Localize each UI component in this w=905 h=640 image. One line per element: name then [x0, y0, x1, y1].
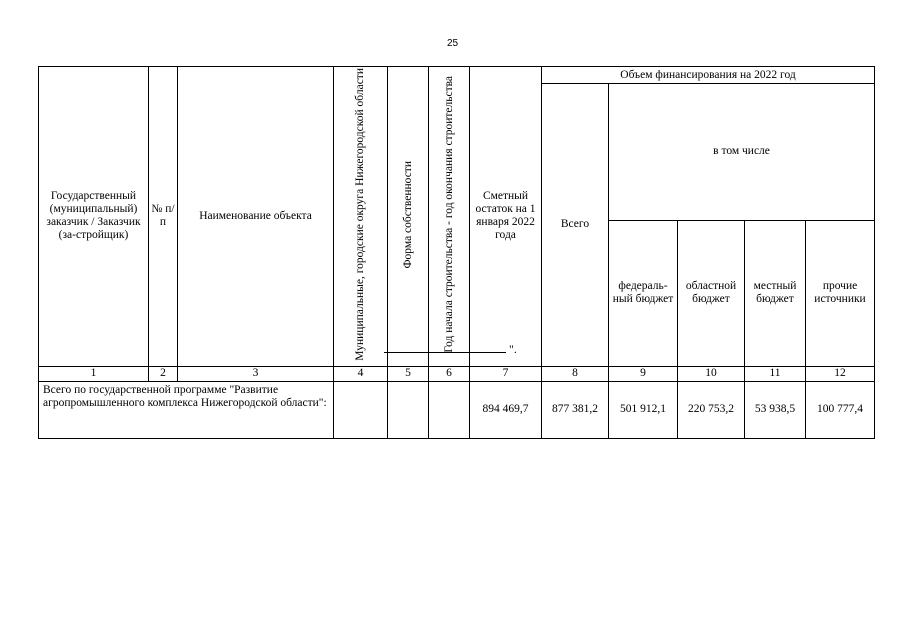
column-number: 1: [39, 366, 149, 381]
total-row-regional: 220 753,2: [678, 381, 745, 438]
total-row-label: Всего по государственной программе "Развитие агропромышленного комплекса Нижегородской области":: [39, 381, 334, 438]
header-ownership-cell: [388, 67, 429, 367]
total-row-years: [429, 381, 470, 438]
total-row-local: 53 938,5: [745, 381, 806, 438]
header-municipality: Муниципальные, городские округа Нижегородской области: [354, 68, 366, 361]
column-number: 3: [178, 366, 334, 381]
header-local: местный бюджет: [745, 220, 806, 366]
header-financing-group: Объем финансирования на 2022 год: [542, 67, 875, 84]
column-number: 9: [609, 366, 678, 381]
total-row-total: 877 381,2: [542, 381, 609, 438]
header-total: Всего: [542, 84, 609, 367]
total-row-other: 100 777,4: [806, 381, 875, 438]
header-federal: федераль-ный бюджет: [609, 220, 678, 366]
total-row-ownership: [388, 381, 429, 438]
column-number: 10: [678, 366, 745, 381]
total-row-municipality: [334, 381, 388, 438]
header-customer: Государственный (муниципальный) заказчик / Заказчик (за-стройщик): [39, 67, 149, 367]
header-municipality-cell: [334, 67, 388, 367]
column-number: 11: [745, 366, 806, 381]
header-number: № п/п: [149, 67, 178, 367]
total-row-federal: 501 912,1: [609, 381, 678, 438]
column-number: 4: [334, 366, 388, 381]
header-estimate-balance: Сметный остаток на 1 января 2022 года: [470, 67, 542, 367]
header-construction-years: Год начала строительства - год окончания строительства: [442, 76, 455, 353]
financing-table: [38, 66, 875, 439]
total-row: [39, 381, 875, 438]
header-including: в том числе: [609, 84, 875, 221]
column-number: 12: [806, 366, 875, 381]
column-number-row: [39, 366, 875, 381]
column-number: 7: [470, 366, 542, 381]
closing-mark: ".: [509, 342, 517, 356]
header-object-name: Наименование объекта: [178, 67, 334, 367]
header-other: прочие источники: [806, 220, 875, 366]
closing-line: [384, 341, 517, 357]
column-number: 5: [388, 366, 429, 381]
header-regional: областной бюджет: [678, 220, 745, 366]
column-number: 6: [429, 366, 470, 381]
column-number: 8: [542, 366, 609, 381]
header-ownership: Форма собственности: [401, 160, 414, 269]
column-number: 2: [149, 366, 178, 381]
page-number: 25: [446, 38, 459, 49]
header-construction-years-cell: [429, 67, 470, 367]
closing-underline: [384, 341, 506, 353]
total-row-estimate-balance: 894 469,7: [470, 381, 542, 438]
